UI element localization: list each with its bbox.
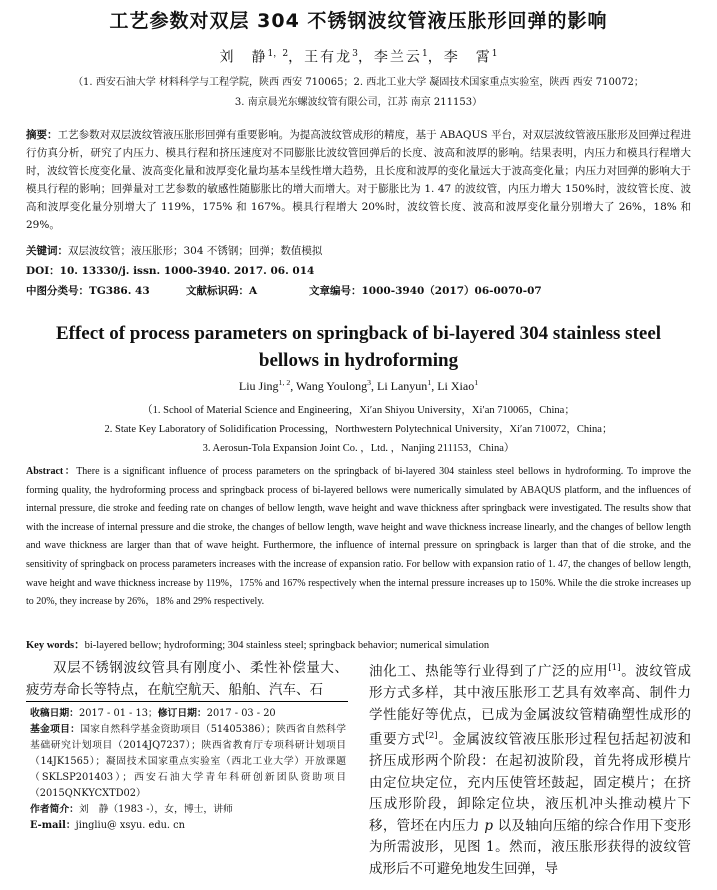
affiliation-marker: 1, 2 bbox=[278, 378, 291, 387]
article-number-value: 1000-3940（2017）06-0070-07 bbox=[361, 285, 542, 297]
variable-p: p bbox=[484, 817, 493, 834]
affiliation-marker: 3 bbox=[352, 49, 358, 59]
affiliation-marker: 1 bbox=[491, 49, 498, 59]
body-text: 油化工、热能等行业得到了广泛的应用 bbox=[369, 663, 609, 680]
author-name: ，李兰云 bbox=[357, 49, 422, 66]
affiliation-marker: 1 bbox=[427, 378, 432, 387]
clc-value: TG386. 43 bbox=[89, 285, 150, 297]
chinese-authors bbox=[0, 46, 717, 67]
english-keywords bbox=[26, 637, 691, 652]
english-affiliation-line-2: 2. State Key Laboratory of Solidification Processing，Northwestern Polytechnical University，Xi′an 710072，China； bbox=[104, 424, 613, 435]
english-affiliation-line-1: （1. School of Material Science and Engineering，Xi′an Shiyou University，Xi′an 710065，China； bbox=[142, 405, 575, 416]
english-title: Effect of process parameters on springback of bi-layered 304 stainless steel bellows in hydroforming bbox=[55, 323, 662, 371]
chinese-affiliation-line-2: 3. 南京晨光东螺波纹管有限公司，江苏 南京 211153） bbox=[234, 97, 483, 108]
document-code-label: 文献标识码： bbox=[186, 285, 249, 297]
abstract-text: There is a significant influence of process parameters on the springback of bi-layered 304 stainless steel bellows in hydroforming. To improve the forming quality, the hydroforming process and springback process of bi-layered bellows were numerically simulated by ABAQUS platform, and the influences of internal pressure, die stroke and feeding rate on changes of bellow length, wave height and wave thickness after springback were investigated. The results show that with the increase of internal pressure and die stroke, the changes of bellow length, wave height and wave thickness increase linearly, and the changes of bellow length and wave thickness are larger than that of wave height. Furthermore, the influence of internal pressure on springback is larger than that of die stroke, and the sensitivity of springback on process parameters increases with the increase of expansion ratio. For bellow with expansion ratio of 1. 47, the changes of bellow length, wave height and wave thickness increase by 119%，175% and 167% respectively when the internal pressure increases up to 150%. While the die stroke increases up to 20%, they increase by 26%，18% and 29% respectively. bbox=[26, 466, 691, 608]
keywords-text: bi-layered bellow; hydroforming; 304 stainless steel; springback behavior; numerical simulation bbox=[84, 640, 490, 651]
footnote-author-bio bbox=[30, 802, 346, 818]
english-affiliation-line-3: 3. Aerosun-Tola Expansion Joint Co. ，Ltd. ，Nanjing 211153，China） bbox=[202, 443, 515, 454]
body-right-column bbox=[369, 658, 691, 880]
body-text: 。波纹管成形方式多样，其中液压胀形工艺具有效率高、制件力学性能好等优点，已成为金属波纹管精确塑性成形的重要方式 bbox=[369, 663, 692, 748]
author-name: ，李 霄 bbox=[427, 49, 492, 66]
affiliation-marker: 1，2 bbox=[267, 49, 289, 59]
clc-label: 中图分类号： bbox=[26, 285, 89, 297]
article-number bbox=[309, 283, 542, 298]
doi-label: DOI： bbox=[26, 265, 60, 277]
abstract-label: 摘要： bbox=[26, 129, 58, 141]
english-authors bbox=[0, 378, 717, 394]
body-left-column: 双层不锈钢波纹管具有刚度小、柔性补偿量大、疲劳寿命长等特点，在航空航天、船舶、汽车、石 bbox=[26, 660, 348, 698]
abstract-text: 工艺参数对双层波纹管液压胀形回弹有重要影响。为提高波纹管成形的精度，基于 ABAQUS 平台，对双层波纹管液压胀形及回弹过程进行仿真分析，研究了内压力、模具行程和挤压速度对不同膨胀比波纹管回弹后的长度、波高和波厚的影响。结果表明，内压力和模具行程增大时，波纹管长度变化量、波高变化量和波厚变化量均基本呈线性增大趋势，且长度和波厚的变化量远大于波高变化量；内压力对回弹的影响大于模具行程的影响；回弹量对工艺参数的敏感性随膨胀比的增大而增大。对于膨胀比为 1. 47 的波纹管，内压力增大 150%时，波纹管长度、波高和波厚变化量分别增大了 119%，175% 和 167%。模具行程增大 20%时，波纹管长度、波高和波厚变化量分别增大了 26%，18% 和 29%。 bbox=[26, 129, 691, 231]
author-name: , Wang Youlong bbox=[290, 379, 368, 393]
footnote-divider bbox=[26, 701, 348, 702]
doi-line bbox=[26, 263, 691, 278]
chinese-title: 工艺参数对双层 304 不锈钢波纹管液压胀形回弹的影响 bbox=[109, 10, 608, 32]
body-text: 以及轴向压缩的综合作用下变形为所需波形，见图 1。然而，液压胀形获得的波纹管成形后不可避免地发生回弹，导 bbox=[369, 817, 691, 877]
author-bio-text: 刘 静（1983 -），女，博士，讲师 bbox=[78, 804, 233, 815]
document-code bbox=[186, 283, 257, 298]
revised-date: 2017 - 03 - 20 bbox=[206, 708, 276, 719]
english-abstract bbox=[26, 463, 691, 612]
received-label: 收稿日期： bbox=[30, 708, 79, 719]
keywords-label: Key words： bbox=[26, 640, 85, 651]
author-name: ，王有龙 bbox=[288, 49, 353, 66]
document-code-value: A bbox=[249, 285, 258, 297]
footnote-funding bbox=[30, 722, 346, 802]
body-text: 。金属波纹管液压胀形过程包括起初波和挤压成形两个阶段：在起初波阶段，首先将成形模片由定位块定位，充内压使管坯鼓起，固定模片；在挤压成形阶段，卸除定位块，液压机冲头推动模片下移，管坯在内压力 bbox=[369, 731, 692, 834]
affiliation-marker: 3 bbox=[367, 378, 371, 387]
author-name: , Li Lanyun bbox=[370, 379, 428, 393]
footnote-email bbox=[30, 818, 346, 834]
chinese-abstract bbox=[26, 126, 691, 234]
keywords-label: 关键词： bbox=[26, 245, 68, 257]
email-address[interactable]: jingliu@ xsyu. edu. cn bbox=[75, 820, 185, 831]
affiliation-marker: 1 bbox=[421, 49, 428, 59]
abstract-label: Abstract： bbox=[26, 466, 77, 477]
affiliation-marker: 1 bbox=[474, 378, 479, 387]
author-bio-label: 作者简介： bbox=[30, 804, 79, 815]
funding-text: 国家自然科学基金资助项目（51405386）；陕西省自然科学基础研究计划项目（2014JQ7237）；陕西省教育厅专项科研计划项目（14JK1565）；凝固技术国家重点实验室（西北工业大学）开放课题（SKLSP201403）；西安石油大学青年科研创新团队资助项目（2015QNKYCXTD02） bbox=[30, 724, 347, 799]
author-name: Liu Jing bbox=[238, 379, 279, 393]
clc-number bbox=[26, 283, 150, 298]
email-label: E-mail： bbox=[30, 820, 76, 831]
funding-label: 基金项目： bbox=[30, 724, 81, 735]
author-name: 刘 静 bbox=[219, 49, 268, 66]
footnote-block bbox=[30, 706, 346, 834]
article-number-label: 文章编号： bbox=[309, 285, 362, 297]
citation-ref[interactable]: [1] bbox=[608, 663, 621, 673]
chinese-affiliation-line-1: （1. 西安石油大学 材料科学与工程学院，陕西 西安 710065；2. 西北工业大学 凝固技术国家重点实验室，陕西 西安 710072； bbox=[73, 77, 644, 88]
author-name: , Li Xiao bbox=[431, 379, 475, 393]
revised-label: 修订日期： bbox=[157, 708, 207, 719]
keywords-text: 双层波纹管；液压胀形；304 不锈钢；回弹；数值模拟 bbox=[68, 245, 323, 257]
citation-ref[interactable]: [2] bbox=[425, 731, 438, 741]
chinese-keywords bbox=[26, 243, 691, 258]
doi-text: 10. 13330/j. issn. 1000-3940. 2017. 06. 014 bbox=[59, 265, 315, 277]
footnote-dates bbox=[30, 706, 346, 722]
received-date: 2017 - 01 - 13； bbox=[78, 708, 158, 719]
